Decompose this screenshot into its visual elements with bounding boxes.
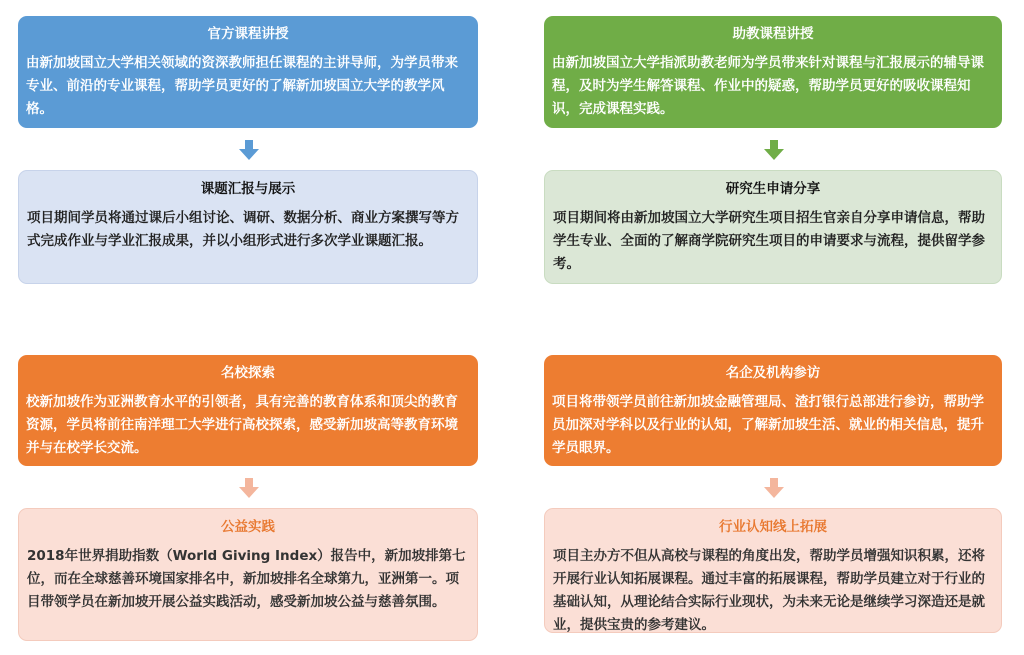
public-welfare-text: 2018年世界捐助指数（World Giving Index）报告中，新加坡排第七位，而在全球慈善环境国家排名中，新加坡排名全球第九，亚洲第一。项目带领学员在新加坡开展公益实践活动，感受新加坡公益与慈善氛围。 [27,548,466,610]
down-arrow-icon [764,478,784,498]
project-report-title: 课题汇报与展示 [200,181,296,197]
down-arrow-icon [239,140,259,160]
graduate-application-text: 项目期间将由新加坡国立大学研究生项目招生官亲自分享申请信息，帮助学生专业、全面的了解商学院研究生项目的申请要求与流程，提供留学参考。 [553,210,985,272]
graduate-application-box [544,170,1002,284]
university-exploration-box [18,355,478,466]
industry-online-box [544,508,1002,633]
down-arrow-icon [764,140,784,160]
project-report-box [18,170,478,284]
university-exploration-text: 校新加坡作为亚洲教育水平的引领者，具有完善的教育体系和顶尖的教育资源，学员将前往南洋理工大学进行高校探索，感受新加坡高等教育环境并与在校学长交流。 [26,394,458,456]
industry-online-text: 项目主办方不但从高校与课程的角度出发，帮助学员增强知识积累，还将开展行业认知拓展课程。通过丰富的拓展课程，帮助学员建立对于行业的基础认知，从理论结合实际行业现状，为未来无论是继续学习深造还是就业，提供宝贵的参考建议。 [553,548,985,633]
graduate-application-title: 研究生申请分享 [725,181,821,197]
university-exploration-title: 名校探索 [221,365,275,381]
company-visit-title: 名企及机构参访 [725,365,821,381]
tutor-course-text: 由新加坡国立大学指派助教老师为学员带来针对课程与汇报展示的辅导课程，及时为学生解答课程、作业中的疑惑，帮助学员更好的吸收课程知识，完成课程实践。 [552,55,984,117]
company-visit-text: 项目将带领学员前往新加坡金融管理局、渣打银行总部进行参访，帮助学员加深对学科以及行业的认知，了解新加坡生活、就业的相关信息，提升学员眼界。 [552,394,984,456]
project-report-text: 项目期间学员将通过课后小组讨论、调研、数据分析、商业方案撰写等方式完成作业与学业汇报成果，并以小组形式进行多次学业课题汇报。 [27,210,459,249]
official-course-text: 由新加坡国立大学相关领域的资深教师担任课程的主讲导师，为学员带来专业、前沿的专业课程，帮助学员更好的了解新加坡国立大学的教学风格。 [26,55,458,117]
industry-online-title: 行业认知线上拓展 [719,519,827,535]
public-welfare-title: 公益实践 [221,519,275,535]
down-arrow-icon [239,478,259,498]
tutor-course-box [544,16,1002,128]
official-course-box [18,16,478,128]
tutor-course-title: 助教课程讲授 [732,26,814,42]
official-course-title: 官方课程讲授 [207,26,289,42]
company-visit-box [544,355,1002,466]
public-welfare-box [18,508,478,641]
